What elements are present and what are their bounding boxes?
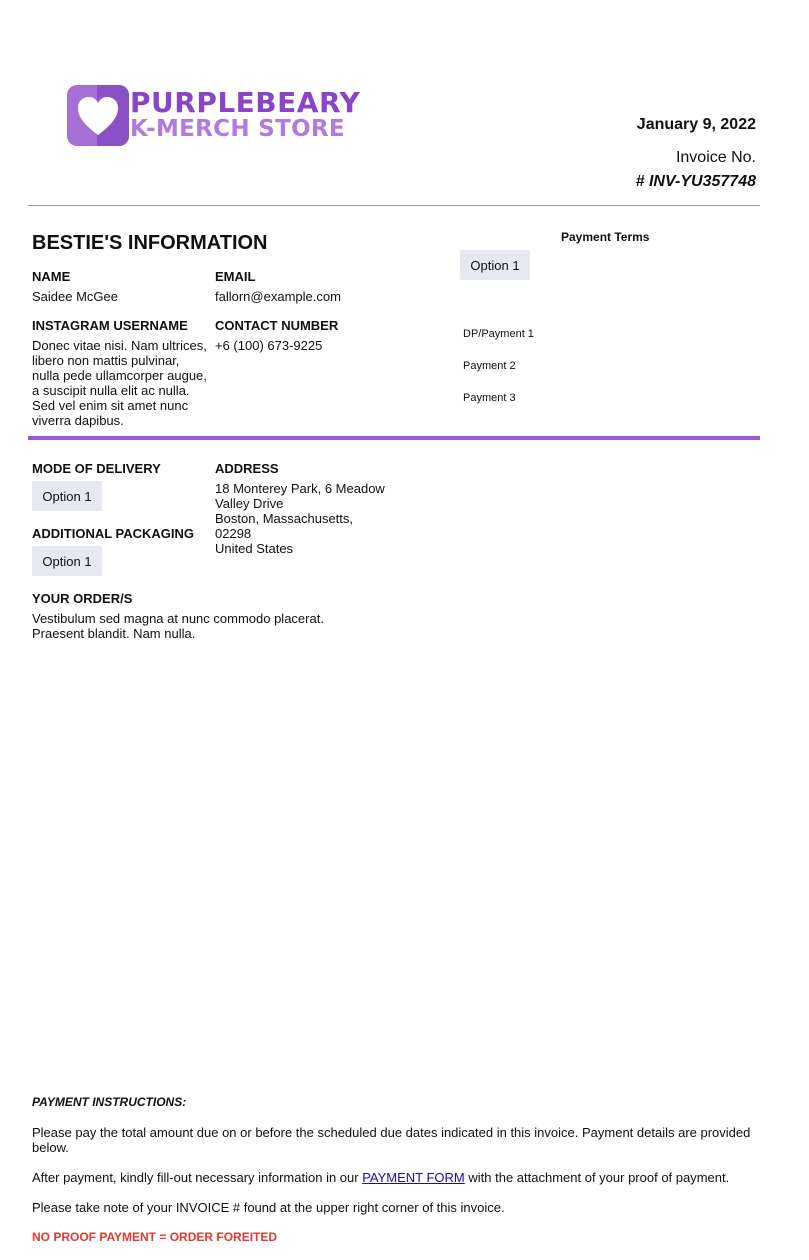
delivery-mode-label: MODE OF DELIVERY (32, 461, 161, 476)
payment-terms-title: Payment Terms (561, 230, 650, 244)
section-title: BESTIE'S INFORMATION (32, 232, 268, 254)
heart-icon (76, 95, 120, 137)
instagram-field[interactable] (32, 338, 210, 437)
payment-form-link[interactable]: PAYMENT FORM (362, 1170, 465, 1185)
address-line-4: 02298 (215, 526, 252, 541)
email-value: fallorn@example.com (215, 289, 341, 304)
instagram-value: Donec vitae nisi. Nam ultrices, libero non mattis pulvinar, nulla pede ullamcorper augue, a suscipit nulla elit ac nulla. Sed vel enim sit amet nunc viverra dapibus. (32, 338, 207, 428)
address-line-1: 18 Monterey Park, 6 Meadow (215, 481, 385, 496)
contact-label: CONTACT NUMBER (215, 318, 339, 333)
address-line-5: United States (215, 541, 294, 556)
store-logo (67, 84, 361, 148)
orders-label: YOUR ORDER/S (32, 591, 133, 606)
name-label: NAME (32, 269, 71, 284)
instructions-paragraph-1: Please pay the total amount due on or before the scheduled due dates indicated in this invoice. Payment details are provided below. (32, 1125, 751, 1155)
address-label: ADDRESS (215, 461, 279, 476)
contact-value: +6 (100) 673-9225 (215, 338, 323, 353)
instructions-p2-after: with the attachment of your proof of payment. (464, 1170, 730, 1185)
address-line-3: Boston, Massachusetts, (215, 511, 354, 526)
instructions-paragraph-2 (32, 1170, 762, 1185)
instructions-p2-before: After payment, kindly fill-out necessary information in our (32, 1170, 363, 1185)
invoice-number: # INV-YU357748 (635, 173, 756, 190)
logo-text-line2: K-MERCH STORE (130, 116, 345, 142)
orders-line-2: Praesent blandit. Nam nulla. (32, 626, 196, 641)
packaging-label: ADDITIONAL PACKAGING (32, 526, 195, 541)
packaging-select[interactable]: Option 1 (32, 546, 102, 576)
section-divider (28, 436, 760, 440)
name-value: Saidee McGee (32, 289, 118, 304)
orders-line-1: Vestibulum sed magna at nunc commodo placerat. (32, 611, 324, 626)
logo-text-line1: PURPLEBEARY (130, 86, 361, 119)
payment-item-2: Payment 2 (463, 360, 516, 372)
instructions-paragraph-3: Please take note of your INVOICE # found at the upper right corner of this invoice. (32, 1200, 505, 1215)
payment-item-3: Payment 3 (463, 392, 516, 404)
invoice-number-label: Invoice No. (675, 149, 756, 166)
email-label: EMAIL (215, 269, 256, 284)
address-line-2: Valley Drive (215, 496, 284, 511)
instagram-label: INSTAGRAM USERNAME (32, 318, 188, 333)
delivery-mode-select[interactable]: Option 1 (32, 481, 102, 511)
warning-text: NO PROOF PAYMENT = ORDER FOREITED (32, 1230, 278, 1244)
header-divider (28, 205, 760, 206)
logo-badge (67, 85, 129, 146)
payment-item-1: DP/Payment 1 (463, 328, 534, 340)
invoice-date: January 9, 2022 (636, 116, 756, 133)
payment-instructions-title: PAYMENT INSTRUCTIONS: (32, 1095, 187, 1109)
payment-terms-select[interactable]: Option 1 (460, 250, 530, 280)
